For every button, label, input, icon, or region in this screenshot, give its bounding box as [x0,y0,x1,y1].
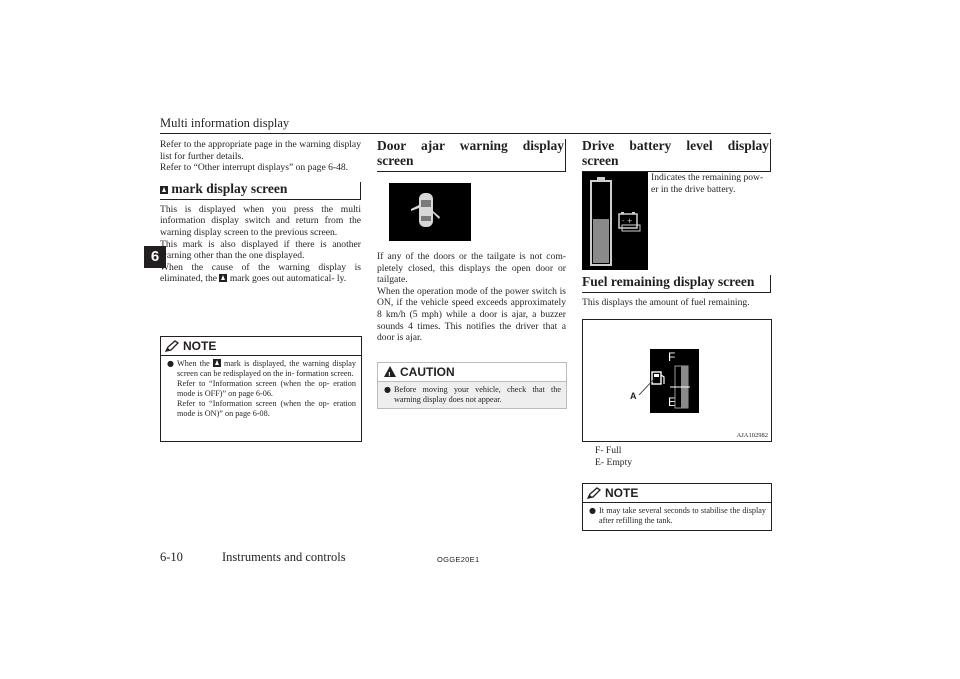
bullet-icon: ● [384,385,391,394]
bullet-icon: ● [167,359,174,368]
caution-box [377,362,567,409]
battery-text: Indicates the remaining pow- er in the drive battery. [651,172,764,195]
footer-page-number: 6-10 [160,550,183,564]
fuel-empty-label: E [668,395,677,409]
drive-battery-display-image [582,172,648,270]
note-header: NOTE [161,337,361,356]
section-heading-battery: Drive battery level display screen [582,138,771,172]
note-body: ● It may take several seconds to stabilise the display after refilling the tank. [589,506,766,525]
car-top-view-icon [389,183,471,241]
mark-paragraph-3: When the cause of the warning display is eliminated, the mark goes out automatical- ly. [160,261,361,285]
mark-paragraph-2: This mark is also displayed if there is another warning other than the one displayed. [160,238,361,262]
section-heading-mark-text: mark display screen [171,180,288,196]
column-2-text [377,251,566,344]
header-rule [160,133,771,134]
intro-paragraph-2: Refer to “Other interrupt displays” on page 6-48. [160,162,349,174]
note-body: ● When the mark is displayed, the warning display screen can be redisplayed on the in- formation screen. Refer to “Information screen (when the op- eration mode is OFF)” on page 6-06. Refer to “Information screen (when the op- eration mode is ON)” on page 6-08. [167,359,356,418]
footer-section: Instruments and controls [222,550,346,564]
column-3-b [582,274,771,309]
note-pencil-icon [587,487,601,499]
running-header: Multi information display [160,116,290,130]
fuel-paragraph: This displays the amount of fuel remaining. [582,297,750,308]
warning-mark-icon [219,274,227,282]
bullet-icon: ● [589,506,596,515]
door-paragraph-1: If any of the doors or the tailgate is not com- pletely closed, this displays the open door or tailgate. [377,251,566,286]
section-heading-door: Door ajar warning display screen [377,138,566,172]
section-heading-mark [160,181,361,200]
fuel-full-label: F [668,350,676,364]
door-ajar-display-image [389,183,471,241]
intro-paragraph-1: Refer to the appropriate page in the warning display list for further details. [160,139,361,162]
column-1 [160,139,361,285]
warning-mark-icon [160,186,168,194]
battery-level-gauge [582,172,648,270]
mark-paragraph-1: This is displayed when you press the multi information display switch and return from the warning display screen to the previous screen. [160,203,361,238]
callout-leader-line [583,320,771,441]
note-box-2 [582,483,772,531]
svg-text:- +: - + [622,217,633,225]
note-header: NOTE [583,484,771,503]
legend-empty: E- Empty [595,456,633,468]
warning-mark-icon [213,359,221,367]
column-2 [377,138,566,172]
figure-code: AJA102982 [736,432,768,439]
section-heading-fuel: Fuel remaining display screen [582,274,771,293]
warning-triangle-icon [384,366,396,377]
door-paragraph-2: When the operation mode of the power switch is ON, if the vehicle speed exceeds approximately 8 km/h (5 mph) while a door is ajar, a buzzer sounds 4 times. This notifies the driver that a door is ajar. [377,285,566,344]
legend-full: F- Full [595,445,622,456]
caution-header: ! CAUTION [378,363,566,382]
column-3 [582,138,771,172]
footer-code: OGGE20E1 [437,555,480,564]
fuel-figure [582,319,772,442]
note-reference-2: Refer to “Information screen (when the op- eration mode is ON)” on page 6-08. [177,399,356,418]
fuel-legend [595,445,765,468]
note-pencil-icon [165,340,179,352]
callout-label-a: A [630,391,637,401]
note-box-1 [160,336,362,442]
chapter-tab: 6 [144,246,166,268]
caution-body: ● Before moving your vehicle, check that the warning display does not appear. [384,385,561,404]
note-reference-1: Refer to “Information screen (when the op- eration mode is OFF)” on page 6-06. [177,379,356,398]
